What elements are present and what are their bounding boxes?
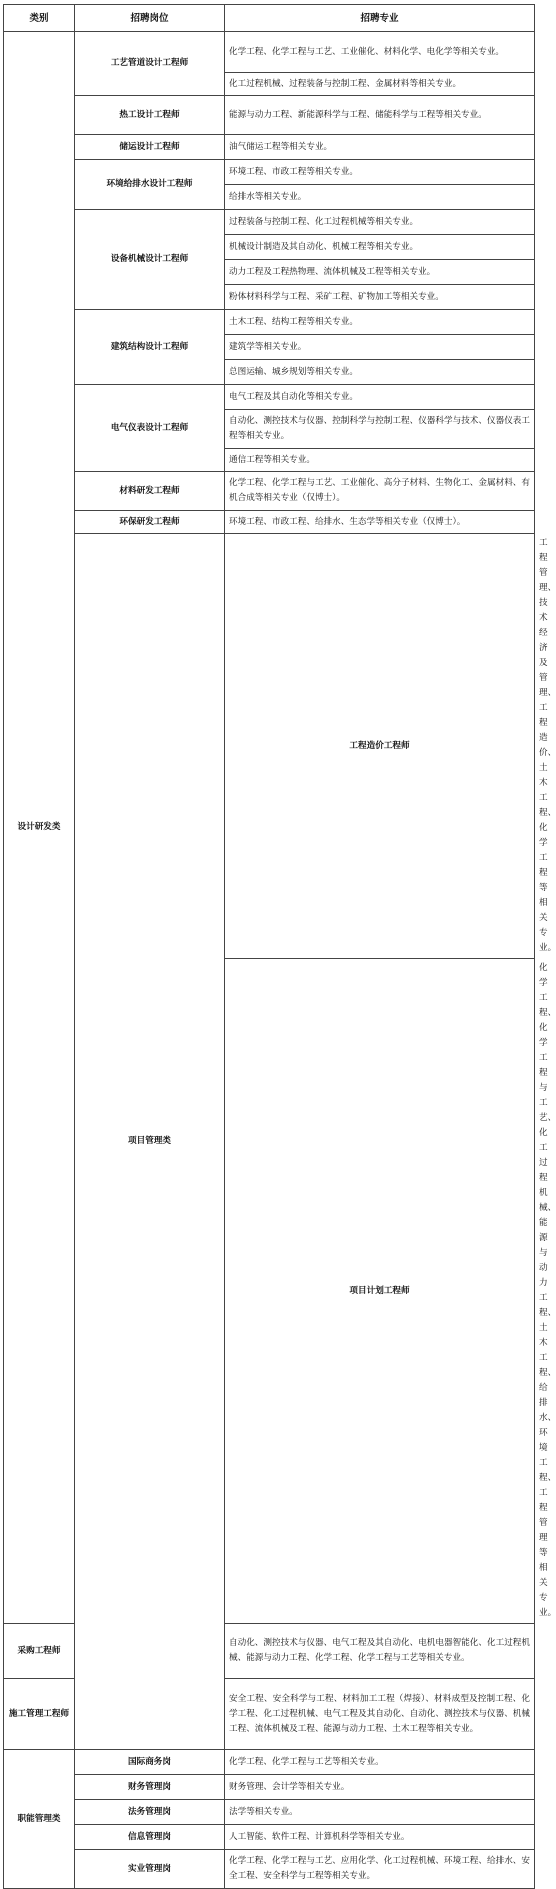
table-row xyxy=(4,385,535,410)
position-procurement: 采购工程师 xyxy=(4,1624,75,1679)
position-info: 信息管理岗 xyxy=(75,1825,225,1850)
table-row xyxy=(4,310,535,335)
position-planning: 项目计划工程师 xyxy=(225,959,535,1624)
major-cell: 过程装备与控制工程、化工过程机械等相关专业。 xyxy=(225,210,535,235)
position-intl-business: 国际商务岗 xyxy=(75,1750,225,1775)
major-cell: 电气工程及其自动化等相关专业。 xyxy=(225,385,535,410)
category-project: 项目管理类 xyxy=(75,534,225,1750)
table-row xyxy=(4,472,535,511)
major-cell: 化工过程机械、过程装备与控制工程、金属材料等相关专业。 xyxy=(225,73,535,96)
major-cell: 化学工程、化学工程与工艺、工业催化、高分子材料、生物化工、金属材料、有机合成等相关专业（仅博士）。 xyxy=(225,472,535,511)
major-cell: 自动化、测控技术与仪器、控制科学与控制工程、仪器科学与技术、仪器仪表工程等相关专业。 xyxy=(225,410,535,449)
major-cell: 土木工程、结构工程等相关专业。 xyxy=(225,310,535,335)
major-cell: 油气储运工程等相关专业。 xyxy=(225,135,535,160)
major-cell: 自动化、测控技术与仪器、电气工程及其自动化、电机电器智能化、化工过程机械、能源与动力工程、化学工程、化学工程与工艺等相关专业。 xyxy=(225,1624,535,1679)
major-cell: 建筑学等相关专业。 xyxy=(225,335,535,360)
major-cell: 化学工程、化学工程与工艺、应用化学、化工过程机械、环境工程、给排水、安全工程、安全科学与工程等相关专业。 xyxy=(225,1850,535,1889)
table-row: 项目计划工程师 化学工程、化学工程与工艺、化工过程机械、能源与动力工程、土木工程、给排水、环境工程、工程管理等相关专业。 xyxy=(4,959,535,1624)
table-header-row xyxy=(4,5,535,32)
table-row xyxy=(4,32,535,73)
table-row xyxy=(4,511,535,534)
table-row xyxy=(4,1850,535,1889)
position-electrical: 电气仪表设计工程师 xyxy=(75,385,225,472)
position-cost: 工程造价工程师 xyxy=(225,534,535,959)
table-row xyxy=(4,1775,535,1800)
major-cell: 化学工程、化学工程与工艺等相关专业。 xyxy=(225,1750,535,1775)
major-cell: 财务管理、会计学等相关专业。 xyxy=(225,1775,535,1800)
position-finance: 财务管理岗 xyxy=(75,1775,225,1800)
position-structure: 建筑结构设计工程师 xyxy=(75,310,225,385)
position-env-rd: 环保研发工程师 xyxy=(75,511,225,534)
major-cell: 法学等相关专业。 xyxy=(225,1800,535,1825)
major-cell: 能源与动力工程、新能源科学与工程、储能科学与工程等相关专业。 xyxy=(225,96,535,135)
recruitment-table xyxy=(3,4,556,1889)
major-cell: 安全工程、安全科学与工程、材料加工工程（焊接）、材料成型及控制工程、化学工程、化工过程机械、电气工程及其自动化、自动化、测控技术与仪器、机械工程、流体机械及工程、能源与动力工程、土木工程等相关专业。 xyxy=(225,1679,535,1750)
major-cell: 环境工程、市政工程等相关专业。 xyxy=(225,160,535,185)
major-cell: 环境工程、市政工程、给排水、生态学等相关专业（仅博士）。 xyxy=(225,511,535,534)
table-row xyxy=(4,160,535,185)
table-row xyxy=(4,1800,535,1825)
table-row xyxy=(4,1825,535,1850)
header-major: 招聘专业 xyxy=(225,5,535,32)
major-cell: 化学工程、化学工程与工艺、工业催化、材料化学、电化学等相关专业。 xyxy=(225,32,535,73)
position-construction: 施工管理工程师 xyxy=(4,1679,75,1750)
major-cell: 人工智能、软件工程、计算机科学等相关专业。 xyxy=(225,1825,535,1850)
header-position: 招聘岗位 xyxy=(75,5,225,32)
position-thermal: 热工设计工程师 xyxy=(75,96,225,135)
table-row xyxy=(4,210,535,235)
major-cell: 总图运输、城乡规划等相关专业。 xyxy=(225,360,535,385)
position-equipment: 设备机械设计工程师 xyxy=(75,210,225,310)
major-cell: 粉体材料科学与工程、采矿工程、矿物加工等相关专业。 xyxy=(225,285,535,310)
category-function: 职能管理类 xyxy=(4,1750,75,1889)
table-row xyxy=(4,1750,535,1775)
position-process-pipe: 工艺管道设计工程师 xyxy=(75,32,225,96)
position-water: 环境给排水设计工程师 xyxy=(75,160,225,210)
table-row xyxy=(4,96,535,135)
position-legal: 法务管理岗 xyxy=(75,1800,225,1825)
major-cell: 通信工程等相关专业。 xyxy=(225,449,535,472)
position-materials: 材料研发工程师 xyxy=(75,472,225,511)
major-cell: 动力工程及工程热物理、流体机械及工程等相关专业。 xyxy=(225,260,535,285)
position-storage: 储运设计工程师 xyxy=(75,135,225,160)
category-design: 设计研发类 xyxy=(4,32,75,1624)
header-category: 类别 xyxy=(4,5,75,32)
position-industry: 实业管理岗 xyxy=(75,1850,225,1889)
table-row xyxy=(4,135,535,160)
major-cell: 给排水等相关专业。 xyxy=(225,185,535,210)
major-cell: 机械设计制造及其自动化、机械工程等相关专业。 xyxy=(225,235,535,260)
table-row: 项目管理类 工程造价工程师 工程管理、技术经济及管理、工程造价、土木工程、化学工程等相关专业。 xyxy=(4,534,535,959)
